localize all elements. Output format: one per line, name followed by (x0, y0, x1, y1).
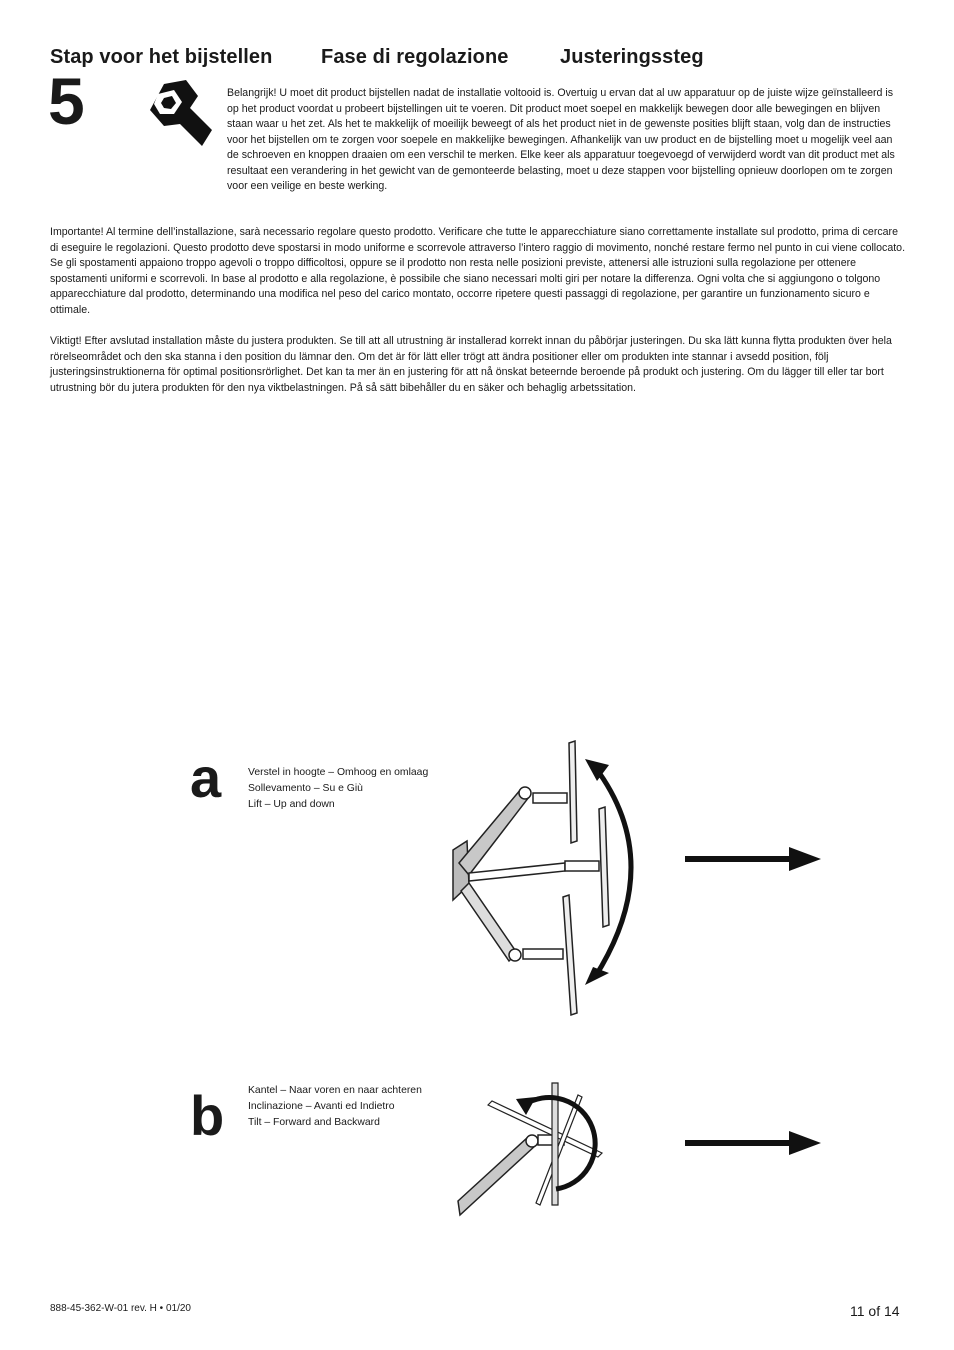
document-id: 888-45-362-W-01 rev. H • 01/20 (50, 1303, 191, 1314)
substep-a-caption-en: Lift – Up and down (248, 799, 335, 810)
substep-a-letter: a (190, 746, 222, 809)
heading-dutch: Stap voor het bijstellen (50, 46, 273, 68)
substep-b-letter: b (190, 1084, 225, 1147)
right-arrow-icon (685, 1130, 825, 1156)
step-number: 5 (48, 64, 85, 138)
paragraph-italian: Importante! Al termine dell’installazione, sarà necessario regolare questo prodotto. Verificare che tutte le apparecchiature siano correttamente installate sul prodotto, prima di cercare di eseguire le regolazioni. Questo prodotto deve spostarsi in modo uniforme e scorrevole attraverso l’intero raggio di movimento, nonché restare fermo nel punto in cui viene collocato. Se gli spostamenti appaiono troppo agevoli o troppo difficoltosi, oppure se il prodotto non resta nelle posizioni previste, attenersi alle istruzioni sulla regolazione per ottenere spostamenti uniformi e scorrevoli. In base al prodotto e alla regolazione, è possibile che siano necessari molti giri per notare la differenza. Ogni volta che si aggiungono o tolgono apparecchiature dal prodotto, determinando una modifica nel peso del carico montato, occorre ripetere questi passaggi di regolazione, per garantire un funzionamento sicuro e ottimale. (50, 226, 906, 316)
substep-b-captions (248, 1083, 422, 1131)
tilt-illustration (452, 1075, 622, 1225)
wrench-hex-icon (134, 78, 214, 148)
substep-b-caption-it: Inclinazione – Avanti ed Indietro (248, 1101, 395, 1112)
heading-swedish: Justeringssteg (560, 46, 704, 68)
substep-a-caption-nl: Verstel in hoogte – Omhoog en omlaag (248, 767, 429, 778)
paragraph-swedish: Viktigt! Efter avslutad installation måste du justera produkten. Se till att all utrustning är installerad korrekt innan du påbörjar justeringen. Du ska lätt kunna flytta produkten över hela rörelseområdet och den ska stanna i den position du lämnar den. Om det är för lätt eller trögt att ändra positioner eller om produkten inte stannar i avsedd position, följ justeringsinstruktionerna för optimal positionsrörlighet. Det kan ta mer än en justering för att nå önskat beteernde beroende på produkt och justering. Om du lägger till eller tar bort utrustning bör du jutera produkten för den nya viktbelastningen. På så sätt bibehåller du en säker och behaglig arbetssitation. (50, 335, 892, 394)
page-number: 11 of 14 (850, 1303, 900, 1319)
substep-a-captions (248, 765, 428, 813)
substep-b-caption-nl: Kantel – Naar voren en naar achteren (248, 1085, 422, 1096)
heading-italian: Fase di regolazione (321, 46, 509, 68)
substep-a-caption-it: Sollevamento – Su e Giù (248, 783, 363, 794)
right-arrow-icon (685, 846, 825, 872)
paragraph-dutch: Belangrijk! U moet dit product bijstellen nadat de installatie voltooid is. Overtuig u ervan dat al uw apparatuur op de juiste wijze geïnstalleerd is op het product voordat u probeert bijstellingen uit te voeren. Dit product moet soepel en makkelijk bewegen door alle bewegingen en blijven staan waar u het zet. Als het te makkelijk of moeilijk beweegt of als het product niet in de gewenste posities blijft staan, volg dan de instructies voor het bijstellen om te zorgen voor soepele en makkelijke bewegingen. Afhankelijk van uw product en de bijstelling moet u mogelijk veel aan de schroeven en knoppen draaien om een verschil te merken. Elke keer als apparatuur toegevoegd of verwijderd wordt van dit product met als resultaat een verandering in het gewicht van de gemonteerde belasting, moet u deze stappen voor bijstelling opnieuw doorlopen om te zorgen voor een veilige en beste werking. (227, 87, 895, 192)
lift-illustration (445, 735, 645, 1025)
substep-b-caption-en: Tilt – Forward and Backward (248, 1117, 380, 1128)
